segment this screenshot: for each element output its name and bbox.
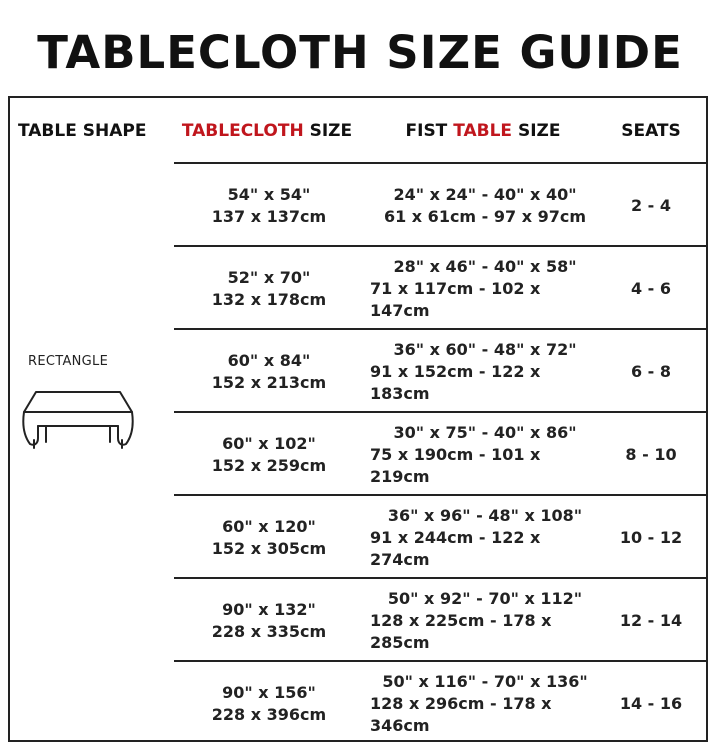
table-size-inches: 50" x 116" - 70" x 136" [382, 671, 588, 691]
seats-value: 8 - 10 [625, 444, 677, 464]
header-table-shape: TABLE SHAPE [18, 121, 147, 141]
table-size-cell [370, 413, 600, 496]
tablecloth-size-cm: 152 x 305cm [211, 538, 327, 558]
header-table-highlight: TABLE [453, 121, 513, 141]
seats-value: 2 - 4 [630, 195, 672, 215]
table-size-inches: 30" x 75" - 40" x 86" [393, 422, 577, 442]
shape-label: RECTANGLE [28, 354, 109, 369]
table-size-inches: 50" x 92" - 70" x 112" [387, 588, 583, 608]
table-size-cm: 128 x 225cm - 178 x 285cm [370, 610, 552, 652]
table-size-inches: 24" x 24" - 40" x 40" [393, 184, 577, 204]
header-table-pre: FIST [405, 121, 454, 141]
seats-cell [612, 330, 690, 413]
table-size-cm: 75 x 190cm - 101 x 219cm [370, 444, 541, 486]
tablecloth-size-inches: 52" x 70" [227, 267, 311, 287]
tablecloth-size-cm: 228 x 396cm [211, 704, 327, 724]
table-size-cm: 128 x 296cm - 178 x 346cm [370, 693, 552, 735]
header-table-size [372, 121, 594, 141]
seats-cell [612, 579, 690, 662]
table-size-cm: 61 x 61cm - 97 x 97cm [383, 206, 587, 226]
seats-cell [612, 496, 690, 579]
table-size-inches: 36" x 60" - 48" x 72" [393, 339, 577, 359]
tablecloth-size-cell [174, 579, 364, 662]
table-size-cell [370, 579, 600, 662]
tablecloth-size-cm: 137 x 137cm [211, 206, 327, 226]
table-row [174, 413, 710, 496]
table-row [174, 330, 710, 413]
table-row [174, 579, 710, 662]
header-tablecloth-size [172, 121, 362, 141]
table-size-cell [370, 496, 600, 579]
seats-cell [612, 164, 690, 247]
header-seats: SEATS [621, 121, 681, 141]
table-size-inches: 28" x 46" - 40" x 58" [393, 256, 577, 276]
table-size-cm: 91 x 152cm - 122 x 183cm [370, 361, 541, 403]
tablecloth-size-cm: 132 x 178cm [211, 289, 327, 309]
seats-cell [612, 413, 690, 496]
table-row [174, 164, 710, 247]
table-row [174, 662, 710, 745]
seats-value: 4 - 6 [630, 278, 672, 298]
table-size-cm: 91 x 244cm - 122 x 274cm [370, 527, 541, 569]
page-title: TABLECLOTH SIZE GUIDE [37, 26, 683, 79]
seats-value: 14 - 16 [619, 693, 683, 713]
header-tablecloth-rest: SIZE [303, 121, 353, 141]
tablecloth-size-cell [174, 247, 364, 330]
table-size-cm: 71 x 117cm - 102 x 147cm [370, 278, 541, 320]
seats-value: 10 - 12 [619, 527, 683, 547]
tablecloth-size-inches: 90" x 156" [222, 682, 316, 702]
table-size-cell [370, 662, 600, 745]
table-row [174, 247, 710, 330]
seats-value: 12 - 14 [619, 610, 683, 630]
tablecloth-size-cell [174, 496, 364, 579]
tablecloth-size-cm: 152 x 213cm [211, 372, 327, 392]
table-size-cell [370, 164, 600, 247]
seats-cell [612, 247, 690, 330]
tablecloth-size-inches: 60" x 120" [222, 516, 316, 536]
seats-value: 6 - 8 [630, 361, 672, 381]
tablecloth-size-cell [174, 413, 364, 496]
header-tablecloth-highlight: TABLECLOTH [181, 121, 304, 141]
table-size-cell [370, 247, 600, 330]
header-table-post: SIZE [512, 121, 561, 141]
tablecloth-size-cell [174, 662, 364, 745]
table-row [174, 496, 710, 579]
tablecloth-size-inches: 60" x 84" [227, 350, 311, 370]
tablecloth-size-inches: 90" x 132" [222, 599, 316, 619]
table-size-inches: 36" x 96" - 48" x 108" [387, 505, 583, 525]
table-size-cell [370, 330, 600, 413]
rectangle-table-icon [20, 386, 136, 456]
tablecloth-size-cell [174, 164, 364, 247]
tablecloth-size-inches: 54" x 54" [227, 184, 311, 204]
tablecloth-size-cell [174, 330, 364, 413]
tablecloth-size-cm: 228 x 335cm [211, 621, 327, 641]
tablecloth-size-cm: 152 x 259cm [211, 455, 327, 475]
tablecloth-size-inches: 60" x 102" [222, 433, 316, 453]
seats-cell [612, 662, 690, 745]
